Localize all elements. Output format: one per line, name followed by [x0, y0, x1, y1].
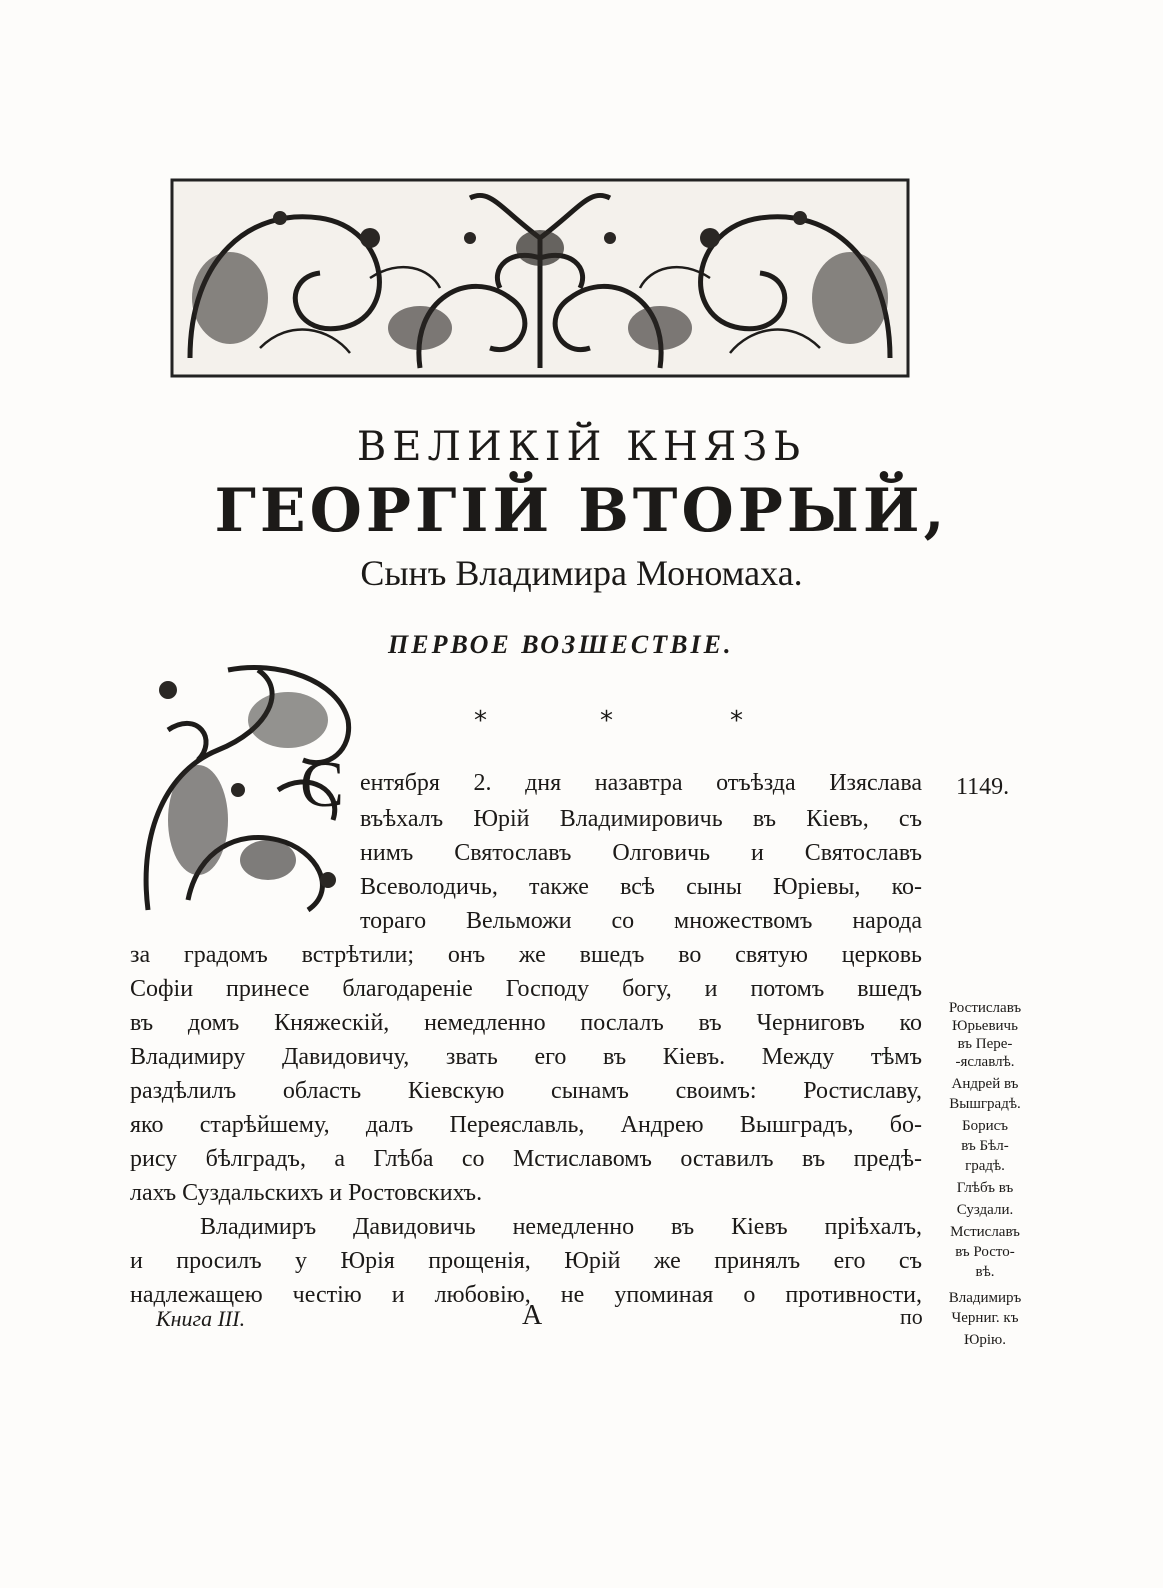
- margin-note: Юрьевичь: [952, 1018, 1018, 1034]
- drop-cap: С: [300, 748, 345, 821]
- margin-note: -яславлѣ.: [955, 1054, 1015, 1070]
- text-line: Всеволодичь, также всѣ сыны Юрiевы, ко-: [360, 874, 922, 900]
- text-line: лахъ Суздальскихъ и Ростовскихъ.: [130, 1180, 483, 1206]
- margin-note: Вышградѣ.: [949, 1096, 1021, 1112]
- text-line: и просилъ у Юрiя прощенiя, Юрiй же принялъ его съ: [130, 1248, 922, 1274]
- margin-note: въ Бѣл-: [961, 1138, 1009, 1154]
- margin-note: Ростиславъ: [948, 1000, 1022, 1016]
- text-line: Софiи принесе благодаренiе Господу богу, и потомъ вшедъ: [130, 976, 922, 1002]
- margin-note: вѣ.: [975, 1264, 995, 1280]
- title-lineage: Сынъ Владимира Мономаха.: [360, 553, 803, 593]
- text-line: нимъ Святославъ Олговичь и Святославъ: [360, 840, 922, 866]
- footer-book-label: Книга III.: [156, 1306, 246, 1331]
- footer-signature-mark: А: [522, 1300, 543, 1331]
- footer-catchword: по: [900, 1304, 923, 1329]
- text-line: Владимиръ Давидовичь немедленно въ Кiевъ прiѣхалъ,: [200, 1214, 922, 1240]
- margin-note: градѣ.: [965, 1158, 1005, 1174]
- title-grand-prince: ВЕЛИКIЙ КНЯЗЬ: [356, 424, 807, 470]
- margin-note: Мстиславъ: [950, 1224, 1020, 1240]
- margin-note: въ Пере-: [957, 1036, 1013, 1052]
- title-name: ГЕОРГIЙ ВТОРЫЙ,: [214, 476, 949, 546]
- star-divider: *: [730, 706, 743, 736]
- headpiece-ornament-graphic: [170, 178, 910, 378]
- text-line: раздѣлилъ область Кiевскую сынамъ своимъ: Ростиславу,: [130, 1078, 922, 1104]
- margin-note: Суздали.: [956, 1202, 1014, 1218]
- margin-note: Владимиръ: [948, 1290, 1022, 1306]
- text-line: яко старѣйшему, далъ Переяславль, Андрею Вышградъ, бо-: [130, 1112, 922, 1138]
- star-divider: *: [474, 706, 487, 736]
- margin-year: 1149.: [956, 774, 1010, 800]
- text-line: за градомъ встрѣтили; онъ же вшедъ во святую церковь: [130, 942, 922, 968]
- text-line: рису бѣлградъ, а Глѣба со Мстиславомъ оставилъ въ предѣ-: [130, 1146, 922, 1172]
- headpiece-ornament: [170, 178, 910, 378]
- section-subtitle: ПЕРВОЕ ВОЗШЕСТВIЕ.: [388, 630, 734, 659]
- text-line: надлежащею честiю и любовiю, не упоминая о противности,: [130, 1282, 922, 1308]
- text-line: ентября 2. дня назавтра отъѣзда Изяслава: [360, 770, 922, 796]
- text-line: въ домъ Княжескiй, немедленно послалъ въ Черниговъ ко: [130, 1010, 922, 1036]
- text-line: Владимиру Давидовичу, звать его въ Кiевъ. Между тѣмъ: [130, 1044, 922, 1070]
- text-line: тораго Вельможи со множествомъ народа: [360, 908, 922, 934]
- star-divider: *: [600, 706, 613, 736]
- margin-note: Борисъ: [961, 1118, 1009, 1134]
- text-line: въѣхалъ Юрiй Владимировичь въ Кiевъ, съ: [360, 806, 922, 832]
- margin-note: Черниг. къ: [951, 1310, 1019, 1326]
- margin-note: Глѣбъ въ: [956, 1180, 1014, 1196]
- margin-note: въ Росто-: [955, 1244, 1015, 1260]
- margin-note: Юрiю.: [963, 1332, 1007, 1348]
- margin-note: Андрей въ: [951, 1076, 1019, 1092]
